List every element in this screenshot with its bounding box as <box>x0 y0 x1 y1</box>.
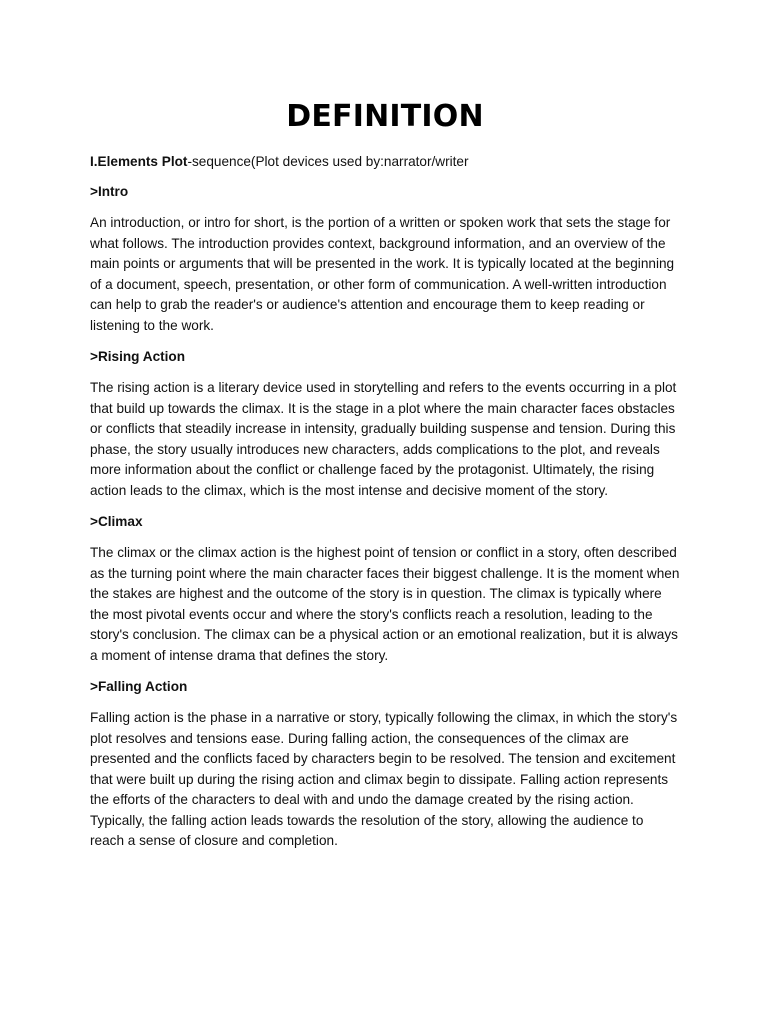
section-rising-action <box>90 347 680 501</box>
section-climax <box>90 512 680 666</box>
document-page <box>90 98 680 863</box>
subtitle-bold: I.Elements Plot <box>90 154 188 169</box>
subtitle-rest: -sequence(Plot devices used by:narrator/writer <box>187 154 469 169</box>
section-heading: >Rising Action <box>90 349 186 364</box>
section-body: Falling action is the phase in a narrative or story, typically following the climax, in which the story's plot resolves and tensions ease. During falling action, the consequences of the climax are presented and the conflicts faced by characters begin to be resolved. The tension and excitement that were built up during the rising action and climax begin to dissipate. Falling action represents the efforts of the characters to deal with and undo the damage created by the rising action. Typically, the falling action leads towards the resolution of the story, allowing the audience to reach a sense of closure and completion. <box>90 710 678 848</box>
section-body: The rising action is a literary device used in storytelling and refers to the events occurring in a plot that build up towards the climax. It is the stage in a plot where the main character faces obstacles or conflicts that steadily increase in intensity, gradually building suspense and tension. During this phase, the story usually introduces new characters, adds complications to the plot, and reveals more information about the conflict or challenge faced by the protagonist. Ultimately, the rising action leads to the climax, which is the most intense and decisive moment of the story. <box>90 380 677 498</box>
section-intro <box>90 182 680 336</box>
section-falling-action <box>90 677 680 852</box>
subtitle-line <box>90 152 680 172</box>
page-title: DEFINITION <box>286 99 484 134</box>
section-heading: >Falling Action <box>90 679 188 694</box>
section-heading: >Climax <box>90 514 143 529</box>
section-body: The climax or the climax action is the highest point of tension or conflict in a story, often described as the turning point where the main character faces their biggest challenge. It is the moment when the stakes are highest and the outcome of the story is in question. The climax is typically where the most pivotal events occur and where the story's conflicts reach a resolution, leading to the story's conclusion. The climax can be a physical action or an emotional realization, but it is always a moment of intense drama that defines the story. <box>90 545 680 663</box>
section-heading: >Intro <box>90 184 129 199</box>
section-body: An introduction, or intro for short, is the portion of a written or spoken work that sets the stage for what follows. The introduction provides context, background information, and an overview of the main points or arguments that will be presented in the work. It is typically located at the beginning of a document, speech, presentation, or other form of communication. A well-written introduction can help to grab the reader's or audience's attention and encourage them to keep reading or listening to the work. <box>90 215 675 333</box>
